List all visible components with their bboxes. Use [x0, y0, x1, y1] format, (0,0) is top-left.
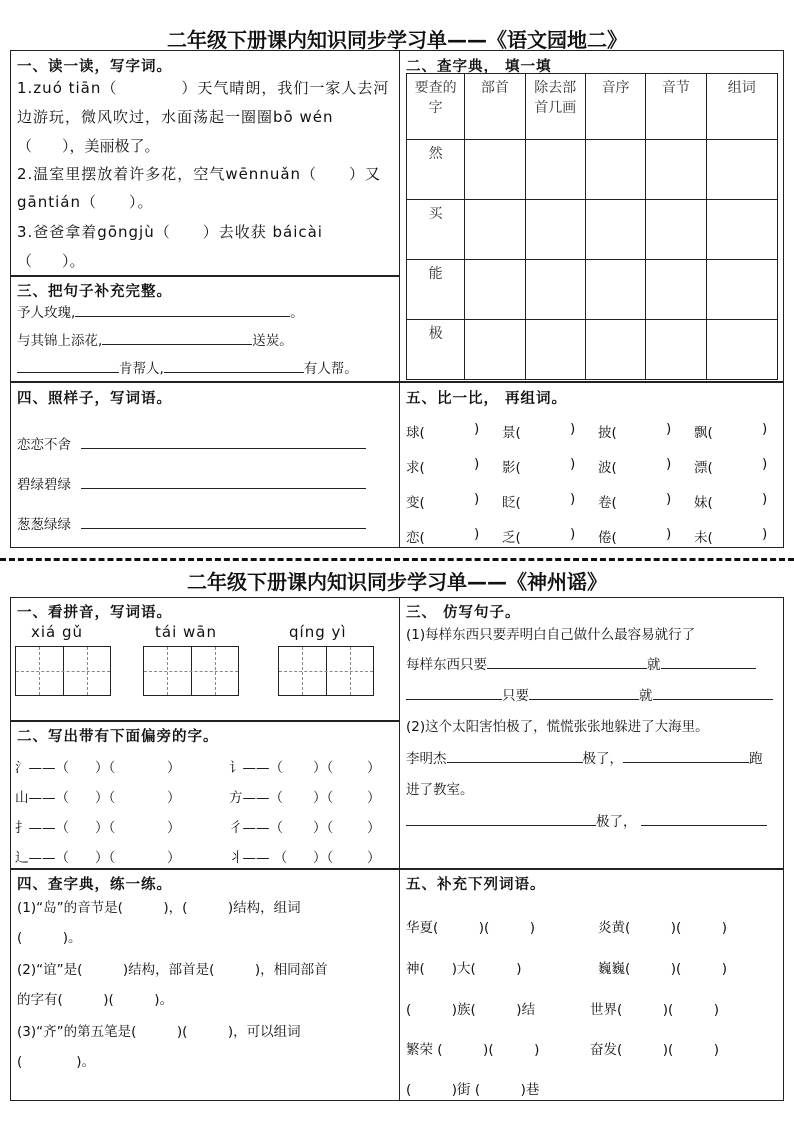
lookup-char: 然 — [407, 140, 465, 200]
text-line: gāntián（ ）。 — [17, 193, 154, 211]
radical-blank[interactable]: ）（ — [95, 820, 116, 836]
radical-blank[interactable]: ） — [167, 790, 181, 806]
text-line: （ ）。 — [17, 252, 85, 270]
pinyin-label: tái wān — [155, 623, 217, 641]
radical-blank[interactable]: ）（ — [95, 790, 116, 806]
radical-blank[interactable]: ）（ — [313, 760, 334, 776]
text-line: （ ），美丽极了。 — [17, 137, 160, 155]
answer-blank[interactable] — [653, 685, 773, 700]
answer-blank[interactable] — [406, 811, 596, 826]
section-title: 五、补充下列词语。 — [406, 877, 546, 893]
section-title: 三、 仿写句子。 — [406, 605, 521, 621]
answer-blank[interactable] — [529, 685, 639, 700]
table-cell[interactable] — [585, 260, 645, 320]
answer-blank[interactable] — [447, 748, 583, 763]
radical-blank[interactable]: ） — [167, 760, 181, 776]
answer-blank[interactable] — [641, 811, 767, 826]
radical-blank[interactable]: ） — [367, 850, 381, 866]
radical-prompt: 氵——（ — [15, 760, 69, 776]
table-cell[interactable] — [465, 140, 525, 200]
table-cell[interactable] — [646, 260, 706, 320]
compare-char: 漂( — [694, 460, 713, 476]
section-title: 二、查字典， 填一填 — [406, 59, 552, 75]
answer-blank[interactable] — [623, 748, 749, 763]
section-dictionary-practice — [10, 869, 400, 1101]
section-pinyin-write — [10, 597, 400, 721]
lookup-char: 极 — [407, 320, 465, 380]
prompt-text: 只要 — [502, 688, 529, 704]
prompt-text: 每样东西只要 — [406, 657, 487, 673]
compare-blank[interactable]: ) — [570, 456, 576, 472]
text-line: ( )。 — [17, 1054, 96, 1070]
compare-blank[interactable]: ) — [762, 491, 768, 507]
prompt-text: 李明杰 — [406, 751, 447, 767]
table-cell[interactable] — [465, 200, 525, 260]
radical-blank[interactable]: ） — [367, 790, 381, 806]
compare-blank[interactable]: ) — [762, 456, 768, 472]
table-header: 音序 — [585, 74, 645, 140]
pattern-word: 葱葱绿绿 — [17, 517, 71, 533]
sentence-line-3 — [17, 357, 358, 377]
table-header: 部首 — [465, 74, 525, 140]
table-header: 要查的字 — [407, 74, 465, 140]
table-cell[interactable] — [465, 320, 525, 380]
compare-blank[interactable]: ) — [666, 526, 672, 542]
compare-char: 飘( — [694, 425, 713, 441]
word-item: 巍巍( )( ) — [598, 961, 728, 977]
table-cell[interactable] — [706, 260, 777, 320]
sentence-end: 。 — [290, 305, 304, 321]
table-cell[interactable] — [465, 260, 525, 320]
table-cell[interactable] — [706, 320, 777, 380]
compare-blank[interactable]: ) — [474, 456, 480, 472]
sentence-start: 予人玫瑰, — [17, 305, 76, 321]
compare-char: 变( — [406, 495, 425, 511]
compare-char: 乏( — [502, 530, 521, 546]
section-title: 四、查字典，练一练。 — [17, 877, 172, 893]
section-follow-pattern — [10, 382, 400, 548]
section-complete-words — [399, 869, 784, 1101]
section-title: 二、写出带有下面偏旁的字。 — [17, 729, 219, 745]
compare-char: 景( — [502, 425, 521, 441]
writing-grid[interactable] — [278, 646, 374, 696]
table-cell[interactable] — [585, 200, 645, 260]
sentence-start: 与其锦上添花, — [17, 333, 103, 349]
table-cell[interactable] — [525, 260, 585, 320]
pattern-word: 恋恋不舍 — [17, 437, 71, 453]
imitate-line — [406, 653, 756, 673]
word-item: 世界( )( ) — [590, 1002, 720, 1018]
table-cell[interactable] — [525, 140, 585, 200]
dictionary-table — [406, 73, 778, 380]
writing-grid[interactable] — [15, 646, 111, 696]
compare-blank[interactable]: ) — [762, 526, 768, 542]
imitate-line — [406, 684, 773, 704]
compare-char: 未( — [694, 530, 713, 546]
sentence-end: 有人帮。 — [303, 361, 358, 377]
radical-blank[interactable]: ）（ — [313, 850, 334, 866]
radical-prompt: 扌——（ — [15, 820, 69, 836]
text-line: 边游玩，微风吹过，水面荡起一圈圈bō wén — [17, 108, 334, 126]
text-line: ( )。 — [17, 930, 82, 946]
lookup-char: 买 — [407, 200, 465, 260]
cut-line — [0, 558, 794, 561]
prompt-text: 就 — [639, 688, 653, 704]
lookup-char: 能 — [407, 260, 465, 320]
answer-blank[interactable] — [487, 654, 647, 669]
writing-grid[interactable] — [143, 646, 239, 696]
compare-char: 影( — [502, 460, 521, 476]
example-sentence-2: (2)这个太阳害怕极了，慌慌张张地躲进了大海里。 — [406, 719, 709, 735]
sentence-line-2 — [17, 329, 293, 349]
table-cell[interactable] — [706, 200, 777, 260]
pattern-row — [17, 433, 366, 453]
imitate-line — [406, 810, 767, 830]
compare-char: 披( — [598, 425, 617, 441]
word-item: 炎黄( )( ) — [598, 920, 728, 936]
answer-blank[interactable] — [17, 358, 119, 373]
compare-blank[interactable]: ) — [762, 421, 768, 437]
pinyin-label: xiá gǔ — [31, 623, 84, 641]
sentence-mid: 肯帮人, — [119, 361, 164, 377]
section-read-write — [10, 50, 400, 276]
section-title: 五、比一比， 再组词。 — [406, 391, 568, 407]
pattern-word: 碧绿碧绿 — [17, 477, 71, 493]
compare-blank[interactable]: ) — [474, 421, 480, 437]
compare-blank[interactable]: ) — [474, 526, 480, 542]
sentence-end: 送炭。 — [252, 333, 293, 349]
radical-prompt: 讠——（ — [229, 760, 283, 776]
compare-blank[interactable]: ) — [666, 421, 672, 437]
table-cell[interactable] — [525, 320, 585, 380]
pattern-row — [17, 473, 366, 493]
prompt-text: 跑 — [749, 751, 763, 767]
table-cell[interactable] — [706, 140, 777, 200]
compare-char: 恋( — [406, 530, 425, 546]
compare-blank[interactable]: ) — [570, 421, 576, 437]
answer-blank[interactable] — [75, 302, 290, 317]
compare-char: 眨( — [502, 495, 521, 511]
section-title: 一、看拼音，写词语。 — [17, 605, 172, 621]
table-cell[interactable] — [646, 140, 706, 200]
table-cell[interactable] — [585, 320, 645, 380]
radical-blank[interactable]: ） — [367, 760, 381, 776]
radical-prompt: 方——（ — [229, 790, 283, 806]
answer-blank[interactable] — [81, 434, 366, 449]
text-line: (3)“齐”的第五笔是( )( )，可以组词 — [17, 1024, 301, 1040]
section-title: 一、读一读，写字词。 — [17, 59, 172, 75]
answer-blank[interactable] — [164, 358, 304, 373]
compare-blank[interactable]: ) — [570, 526, 576, 542]
radical-prompt: 彳——（ — [229, 820, 283, 836]
word-item: 神( )大( ) — [406, 961, 522, 977]
pattern-row — [17, 513, 366, 533]
word-item: ( )街 ( )巷 — [406, 1082, 540, 1098]
word-item: ( )族( )结 — [406, 1002, 536, 1018]
radical-blank[interactable]: ） — [167, 850, 181, 866]
text-line: (2)“谊”是( )结构，部首是( )，相同部首 — [17, 962, 328, 978]
compare-char: 球( — [406, 425, 425, 441]
section-compare-words — [399, 382, 784, 548]
radical-blank[interactable]: ）（ — [95, 850, 116, 866]
section-complete-sentence — [10, 276, 400, 382]
radical-blank[interactable]: ）（ — [313, 790, 334, 806]
prompt-text: 就 — [647, 657, 661, 673]
radical-prompt: 丬—— （ — [229, 850, 288, 866]
sentence-line-1 — [17, 301, 304, 321]
compare-blank[interactable]: ) — [666, 456, 672, 472]
section-dictionary-table — [399, 50, 784, 382]
answer-blank[interactable] — [661, 654, 756, 669]
text-line: 的字有( )( )。 — [17, 992, 174, 1008]
compare-blank[interactable]: ) — [666, 491, 672, 507]
table-cell[interactable] — [646, 200, 706, 260]
compare-char: 波( — [598, 460, 617, 476]
prompt-text: 极了， — [582, 751, 623, 767]
table-header: 除去部首几画 — [525, 74, 585, 140]
table-header: 音节 — [646, 74, 706, 140]
table-cell[interactable] — [525, 200, 585, 260]
imitate-line — [406, 747, 763, 767]
compare-char: 卷( — [598, 495, 617, 511]
word-item: 奋发( )( ) — [590, 1042, 720, 1058]
answer-blank[interactable] — [102, 330, 252, 345]
section-title: 四、照样子，写词语。 — [17, 391, 172, 407]
compare-char: 妹( — [694, 495, 713, 511]
compare-char: 求( — [406, 460, 425, 476]
radical-prompt: 山——（ — [15, 790, 69, 806]
compare-char: 倦( — [598, 530, 617, 546]
answer-blank[interactable] — [81, 514, 366, 529]
compare-blank[interactable]: ) — [474, 491, 480, 507]
word-item: 华夏( )( ) — [406, 920, 536, 936]
table-header: 组词 — [706, 74, 777, 140]
answer-blank[interactable] — [81, 474, 366, 489]
text-line: 1.zuó tiān（ ）天气晴朗，我们一家人去河 — [17, 79, 390, 97]
section-imitate-sentence — [399, 597, 784, 869]
text-line: 进了教室。 — [406, 782, 474, 798]
radical-blank[interactable]: ）（ — [95, 760, 116, 776]
section-title: 三、把句子补充完整。 — [17, 284, 172, 300]
worksheet-title-2: 二年级下册课内知识同步学习单——《神州谣》 — [187, 570, 607, 594]
worksheet-title-1: 二年级下册课内知识同步学习单——《语文园地二》 — [167, 28, 627, 52]
pinyin-label: qíng yì — [289, 623, 347, 641]
example-sentence-1: (1)每样东西只要弄明白自己做什么最容易就行了 — [406, 627, 696, 643]
compare-blank[interactable]: ) — [570, 491, 576, 507]
text-line: (1)“岛”的音节是( )，( )结构，组词 — [17, 900, 301, 916]
section-radicals — [10, 721, 400, 869]
text-line: 3.爸爸拿着gōngjù（ ）去收获 báicài — [17, 223, 323, 241]
radical-blank[interactable]: ） — [367, 820, 381, 836]
table-cell[interactable] — [585, 140, 645, 200]
prompt-text: 极了， — [596, 814, 637, 830]
table-cell[interactable] — [646, 320, 706, 380]
word-item: 繁荣 ( )( ) — [406, 1042, 540, 1058]
radical-blank[interactable]: ）（ — [313, 820, 334, 836]
text-line: 2.温室里摆放着许多花，空气wēnnuǎn（ ）又 — [17, 165, 382, 183]
radical-blank[interactable]: ） — [167, 820, 181, 836]
radical-prompt: 辶——（ — [15, 850, 69, 866]
answer-blank[interactable] — [406, 685, 502, 700]
